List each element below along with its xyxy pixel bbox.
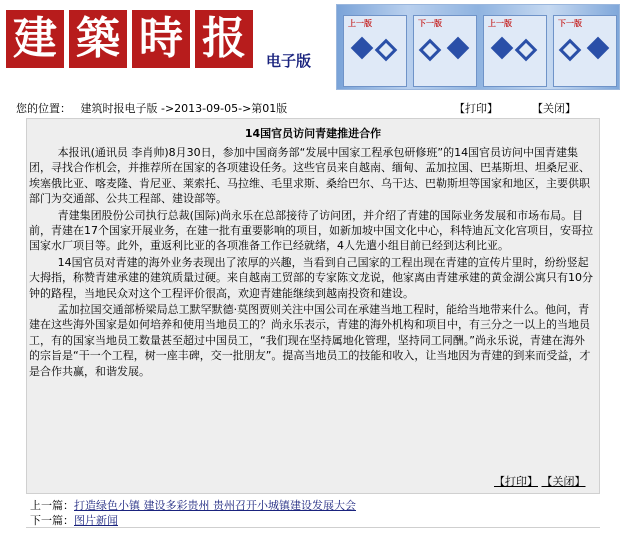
article-body [29,145,595,380]
diamond-outline-icon [559,39,582,62]
header-banner [336,4,620,90]
logo-subtitle: 电子版 [266,52,312,70]
prev-article-label: 上一篇： [30,499,74,512]
page-thumb-2[interactable] [413,15,477,87]
diamond-outline-icon [419,39,442,62]
article-paragraph-2: 青建集团股份公司执行总裁(国际)尚永乐在总部接待了访问团，并介绍了青建的国际业务发展和市场布局。目前，青建在17个国家开展业务，在建一批有重要影响的项目，如新加坡中国文化中心，科特迪瓦文化宫项目，安哥拉国家水厂项目等。此外，重返利比亚的各项准备工作已经就绪，4人先遣小组目前已经到达利比亚。 [29,208,593,253]
location-bar [0,96,620,118]
diamond-outline-icon [375,39,398,62]
page-thumb-4[interactable] [553,15,617,87]
site-logo[interactable] [6,10,258,68]
article-paragraph-4: 孟加拉国交通部桥梁局总工默罕默德·莫图贾则关注中国公司在承建当地工程时，能给当地带来什么。他问，青建在这些海外国家是如何培养和使用当地员工的？尚永乐表示，青建的海外机构和项目中，有三分之一以上的当地员工，有的国家当地员工数量甚至超过中国员工，“我们现在坚持属地化管理，坚持同工同酬。”尚永乐说，青建在海外的宗旨是“干一个工程，树一座丰碑，交一批朋友”。提高当地员工的技能和收入，让当地因为青建的到来而受益，才是合作共赢，和谐发展。 [29,303,591,378]
logo-char-1: 建 [6,10,64,68]
thumb-tag-4: 下一版 [558,19,582,28]
article-panel [26,118,600,494]
thumb-tag-3: 上一版 [488,19,512,28]
diamond-icon [587,37,610,60]
article-navigation [30,498,356,528]
diamond-icon [351,37,374,60]
location-label: 您的位置： [16,102,71,115]
next-article-link[interactable]: 图片新闻 [74,514,118,527]
print-link-top-text[interactable]: 【打印】 [454,102,498,115]
breadcrumb-path[interactable]: 建筑时报电子版 ->2013-09-05->第01版 [80,102,288,115]
diamond-icon [491,37,514,60]
page-thumb-1[interactable] [343,15,407,87]
next-article-row [30,513,356,528]
bottom-actions [494,473,586,489]
breadcrumb [16,100,287,116]
logo-char-2: 築 [69,10,127,68]
prev-article-link[interactable]: 打造绿色小镇 建设多彩贵州 贵州召开小城镇建设发展大会 [74,499,356,512]
diamond-outline-icon [515,39,538,62]
site-header [0,0,620,92]
next-article-label: 下一篇： [30,514,74,527]
footer-divider [26,527,600,528]
article-paragraph-1: 本报讯(通讯员 李肖帅)8月30日，参加中国商务部“发展中国家工程承包研修班”的14国官员访问中国青建集团，寻找合作机会，并推荐所在国家的各项建设任务。这些官员来自越南、缅甸、孟加拉国、巴基斯坦、坦桑尼亚、埃塞俄比亚、喀麦隆、肯尼亚、莱索托、马拉维、毛里求斯、桑给巴尔、乌干达、巴勒斯坦等国家和地区，主要供职部门为交通部、公共工程部、建设部等。 [29,146,590,206]
logo-char-3: 時 [132,10,190,68]
article-paragraph-3: 14国官员对青建的海外业务表现出了浓厚的兴趣，当看到自己国家的工程出现在青建的宣传片里时，纷纷竖起大拇指，称赞青建承建的建筑质量过硬。来自越南工贸部的专家陈文龙说，他家离由青建承建的黄金湖公寓只有10分钟的路程，当地民众对这个工程评价很高，欢迎青建能继续到越南投资和建设。 [29,255,593,300]
print-link-bottom[interactable]: 【打印】 [494,475,538,488]
page-thumb-3[interactable] [483,15,547,87]
logo-char-4: 报 [195,10,253,68]
diamond-icon [447,37,470,60]
thumb-tag-1: 上一版 [348,19,372,28]
close-link-top-text[interactable]: 【关闭】 [532,102,576,115]
prev-article-row [30,498,356,513]
close-link-bottom[interactable]: 【关闭】 [541,475,586,488]
article-title: 14国官员访问青建推进合作 [244,127,382,140]
thumb-tag-2: 下一版 [418,19,442,28]
close-link-top[interactable] [532,100,576,116]
print-link-top[interactable] [454,100,498,116]
